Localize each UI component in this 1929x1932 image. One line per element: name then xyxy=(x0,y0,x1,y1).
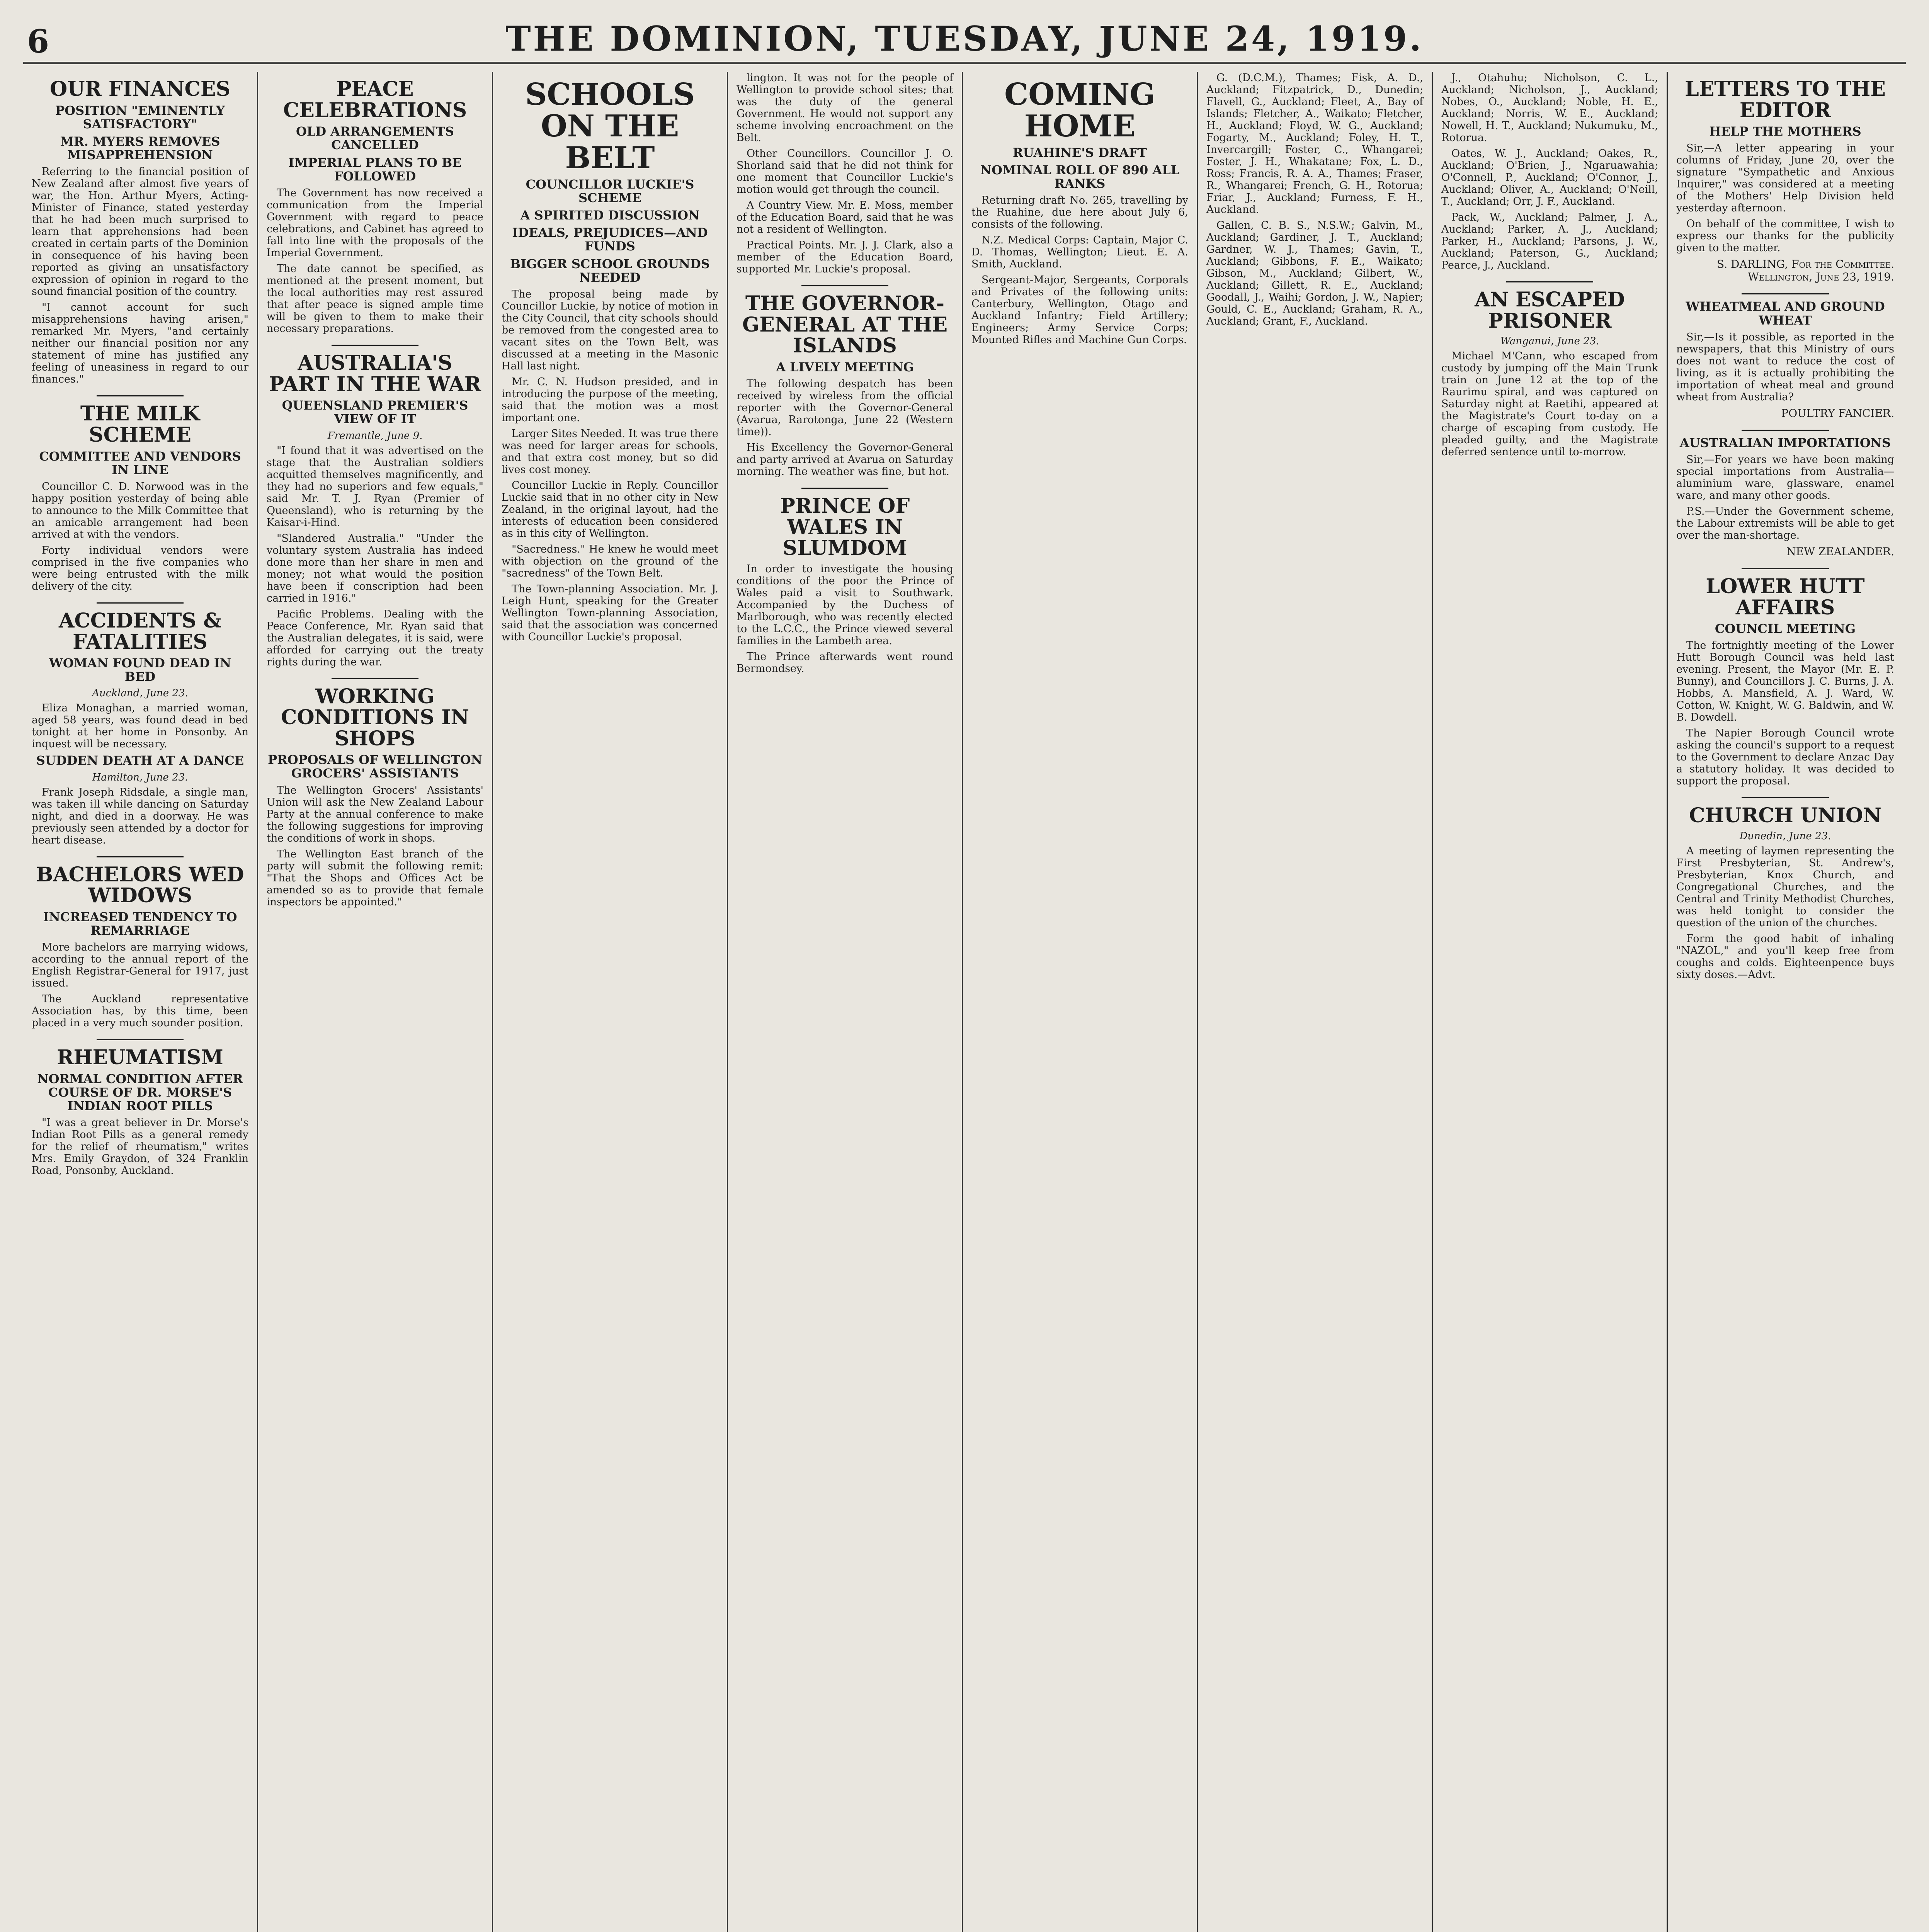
paragraph: A Country View. Mr. E. Moss, member of the Education Board, said that he was not a resident of Wellington. xyxy=(737,199,953,235)
column-7 xyxy=(1433,72,1668,1932)
article-deck: A SPIRITED DISCUSSION xyxy=(520,208,700,223)
masthead xyxy=(23,15,1906,64)
divider xyxy=(801,488,888,489)
paragraph: Michael M'Cann, who escaped from custody by jumping off the Main Trunk train on June 12 at the top of the Raurimu spiral, and was captured on Saturday night at Raetihi, appeared at the Magistrate's Court to-day on a charge of escaping from custody. He pleaded guilty, and the Magistrate deferred sentence until to-morrow. xyxy=(1441,350,1658,458)
divider xyxy=(1742,430,1829,431)
paragraph: Sergeant-Major, Sergeants, Corporals and Privates of the following units: Canterbury, Wellington, Otago and Auckland Infantry; Field Artillery; Engineers; Army Service Corps; Mounted Rifles and Machine Gun Corps. xyxy=(971,274,1188,346)
dateline: Auckland, June 23. xyxy=(92,687,188,699)
paragraph: The proposal being made by Councillor Luckie, by notice of motion in the City Council, that city schools should be removed from the congested area to vacant sites on the Town Belt, was discussed at a meeting in the Masonic Hall last night. xyxy=(502,288,719,372)
article-heading: ACCIDENTS & FATALITIES xyxy=(58,609,221,654)
article-peace-celebrations xyxy=(267,79,483,335)
divider xyxy=(1742,568,1829,569)
divider xyxy=(97,1039,183,1040)
article-heading: WHEATMEAL AND GROUND WHEAT xyxy=(1686,299,1885,328)
column-5 xyxy=(963,72,1198,1932)
paragraph: The following despatch has been received by wireless from the official reporter with the Governor-General (Avarua, Rarotonga, June 22 (Western time)). xyxy=(737,378,953,438)
article-subheading: INCREASED TENDENCY TO REMARRIAGE xyxy=(43,909,237,938)
article-australia-war xyxy=(267,353,483,668)
paragraph: Councillor Luckie in Reply. Councillor Luckie said that in no other city in New Zealand, in the original layout, had the interests of education been considered as in this city of Wellington. xyxy=(502,479,718,539)
divider xyxy=(801,285,888,286)
paragraph: A meeting of laymen representing the First Presbyterian, St. Andrew's, Presbyterian, Knox Church, and Congregational Churches, and the Central and Trinity Methodist Churches, was held tonight to consider the question of the union of the churches. xyxy=(1676,845,1894,929)
paragraph: Other Councillors. Councillor J. O. Shorland said that he did not think for one moment that Councillor Luckie's motion would get through the council. xyxy=(737,148,953,196)
column-2 xyxy=(258,72,493,1932)
article-heading: PRINCE OF WALES IN SLUMDOM xyxy=(780,494,910,560)
article-wheatmeal xyxy=(1676,300,1894,419)
divider xyxy=(97,602,183,604)
article-subheading: PROPOSALS OF WELLINGTON GROCERS' ASSISTANTS xyxy=(268,752,482,781)
article-heading: AN ESCAPED PRISONER xyxy=(1475,288,1625,333)
article-subheading: RUAHINE'S DRAFT xyxy=(1013,145,1147,160)
article-heading: THE GOVERNOR-GENERAL AT THE ISLANDS xyxy=(742,292,948,358)
paragraph: The Wellington Grocers' Assistants' Union will ask the New Zealand Labour Party at the annual conference to make the following suggestions for improving the conditions of work in shops. xyxy=(267,784,483,844)
article-subheading: COUNCILLOR LUCKIE'S SCHEME xyxy=(526,177,694,205)
dateline: Fremantle, June 9. xyxy=(327,430,423,442)
article-coming-home xyxy=(971,79,1188,346)
article-heading: COMING HOME xyxy=(1004,77,1155,144)
article-subheading: COUNCIL MEETING xyxy=(1715,621,1856,636)
paragraph: Councillor C. D. Norwood was in the happy position yesterday of being able to announce to the Milk Committee that an amicable arrangement had been arrived at with the vendors. xyxy=(32,480,248,541)
divider xyxy=(97,395,183,396)
paragraph: Larger Sites Needed. It was true there was need for larger areas for schools, and that extra cost money, but so did lives cost money. xyxy=(502,427,718,476)
divider xyxy=(97,856,183,857)
paragraph: Frank Joseph Ridsdale, a single man, was taken ill while dancing on Saturday night, and died in a doorway. He was previously seen attended by a doctor for heart disease. xyxy=(32,786,248,846)
article-escaped-prisoner xyxy=(1441,289,1658,458)
article-deck: NOMINAL ROLL OF 890 ALL RANKS xyxy=(980,162,1180,191)
divider xyxy=(332,678,418,679)
paragraph: Returning draft No. 265, travelling by the Ruahine, due here about July 6, consists of the following. xyxy=(971,194,1188,231)
article-deck-3: BIGGER SCHOOL GROUNDS NEEDED xyxy=(510,256,710,285)
article-letters xyxy=(1676,79,1894,283)
article-accidents xyxy=(32,611,248,750)
article-lower-hutt xyxy=(1676,576,1894,787)
article-subheading: HELP THE MOTHERS xyxy=(1709,124,1861,139)
article-deck-2: IDEALS, PREJUDICES—AND FUNDS xyxy=(512,225,708,254)
article-church-union xyxy=(1676,805,1894,981)
paragraph: Eliza Monaghan, a married woman, aged 58 years, was found dead in bed tonight at her home in Ponsonby. An inquest will be necessary. xyxy=(32,702,248,750)
article-schools-on-belt xyxy=(502,79,718,643)
article-governor-general xyxy=(737,293,953,478)
letter-signature: NEW ZEALANDER. xyxy=(1786,545,1894,558)
article-subheading: COMMITTEE AND VENDORS IN LINE xyxy=(39,449,241,477)
paragraph: Form the good habit of inhaling "NAZOL," and you'll keep free from coughs and colds. Eighteenpence buys sixty doses.—Advt. xyxy=(1676,932,1894,981)
article-prince-of-wales xyxy=(737,496,953,675)
article-working-conditions xyxy=(267,686,483,908)
article-heading: AUSTRALIA'S PART IN THE WAR xyxy=(269,351,481,396)
article-our-finances xyxy=(32,79,248,385)
paragraph: In order to investigate the housing conditions of the poor the Prince of Wales paid a visit to Southwark. Accompanied by the Duchess of Marlborough, who was recently elected to the L.C.C., the Prince viewed several families in the Lambeth area. xyxy=(737,563,953,647)
article-heading: PEACE CELEBRATIONS xyxy=(283,77,467,122)
divider xyxy=(332,345,418,346)
paragraph: Forty individual vendors were comprised in the five companies who were being entrusted with the milk delivery of the city. xyxy=(32,544,248,592)
article-heading: AUSTRALIAN IMPORTATIONS xyxy=(1679,435,1891,450)
article-subheading: POSITION "EMINENTLY SATISFACTORY" xyxy=(55,103,225,131)
divider xyxy=(1742,293,1829,294)
article-bachelors xyxy=(32,864,248,1029)
divider xyxy=(1742,797,1829,798)
paragraph: Oates, W. J., Auckland; Oakes, R., Auckland; O'Brien, J., Ngaruawahia; O'Connell, P., Auckland; O'Connor, J., Auckland; Oliver, A., Auckland; O'Neill, T., Auckland; Orr, J. F., Auckland. xyxy=(1441,148,1658,207)
article-milk-scheme xyxy=(32,403,248,592)
paragraph: N.Z. Medical Corps: Captain, Major C. D. Thomas, Wellington; Lieut. E. A. Smith, Auckland. xyxy=(971,234,1188,270)
dateline: Hamilton, June 23. xyxy=(92,771,188,783)
article-heading: OUR FINANCES xyxy=(49,77,231,101)
paragraph: lington. It was not for the people of Wellington to provide school sites; that was the duty of the general Government. He would not support any scheme involving encroachment on the Belt. xyxy=(737,72,953,144)
paragraph: The Prince afterwards went round Bermondsey. xyxy=(737,650,953,675)
paragraph: The Napier Borough Council wrote asking the council's support to a request to the Government to declare Anzac Day a statutory holiday. It was decided to support the proposal. xyxy=(1676,727,1894,787)
paragraph: Mr. C. N. Hudson presided, and in introducing the purpose of the meeting, said that the motion was a most important one. xyxy=(502,376,718,424)
paragraph: G. (D.C.M.), Thames; Fisk, A. D., Auckland; Fitzpatrick, D., Dunedin; Flavell, G., Auckland; Fleet, A., Bay of Islands; Fletcher, A., Waikato; Fletcher, H., Auckland; Floyd, W. G., Auckland; Fogarty, M., Auckland; Foley, H. T., Invercargill; Foster, C., Whangarei; Foster, J. H., Whakatane; Fox, L. D., Ross; Francis, R. A. A., Thames; Fraser, R., Whangarei; French, G. H., Rotorua; Friar, J., Auckland; Furness, F. H., Auckland. xyxy=(1206,72,1423,216)
nominal-roll-continued-2 xyxy=(1441,72,1658,271)
masthead-title: THE DOMINION, TUESDAY, JUNE 24, 1919. xyxy=(505,19,1424,59)
article-deck: IMPERIAL PLANS TO BE FOLLOWED xyxy=(288,155,462,184)
paragraph: J., Otahuhu; Nicholson, C. L., Auckland; Nicholson, J., Auckland; Nobes, O., Auckland; Noble, H. E., Auckland; Norris, W. E., Auckland; Nowell, H. T., Auckland; Nukumuku, M., Rotorua. xyxy=(1441,72,1658,144)
article-australian-importations xyxy=(1676,436,1894,558)
article-schools-continued xyxy=(737,72,953,275)
paragraph: P.S.—Under the Government scheme, the Labour extremists will be able to get over the man-shortage. xyxy=(1676,505,1894,541)
paragraph: Pacific Problems. Dealing with the Peace Conference, Mr. Ryan said that the Australian delegates, it is said, were afforded for carrying out the treaty rights during the war. xyxy=(267,608,483,668)
article-subheading: WOMAN FOUND DEAD IN BED xyxy=(49,656,231,684)
letter-signature: S. DARLING, For the Committee. Wellington, June 23, 1919. xyxy=(1717,258,1894,284)
paragraph: More bachelors are marrying widows, according to the annual report of the English Registrar-General for 1917, just issued. xyxy=(32,941,248,990)
page-number: 6 xyxy=(27,23,49,60)
paragraph: On behalf of the committee, I wish to express our thanks for the publicity given to the matter. xyxy=(1676,218,1894,254)
paragraph: The Auckland representative Association has, by this time, been placed in a very much sounder position. xyxy=(32,993,248,1029)
article-deck: MR. MYERS REMOVES MISAPPREHENSION xyxy=(60,134,220,163)
column-6 xyxy=(1198,72,1433,1932)
article-heading: RHEUMATISM xyxy=(57,1046,223,1070)
article-subheading: A LIVELY MEETING xyxy=(776,359,914,374)
paragraph: Pack, W., Auckland; Palmer, J. A., Auckland; Parker, A. J., Auckland; Parker, H., Auckland; Parsons, J. W., Auckland; Paterson, G., Auckland; Pearce, J., Auckland. xyxy=(1441,211,1658,271)
article-heading: WORKING CONDITIONS IN SHOPS xyxy=(281,684,469,750)
paragraph: Practical Points. Mr. J. J. Clark, also a member of the Education Board, supported Mr. Luckie's proposal. xyxy=(737,239,953,275)
article-sudden-death xyxy=(32,754,248,846)
article-subheading: OLD ARRANGEMENTS CANCELLED xyxy=(296,124,454,153)
article-heading: BACHELORS WED WIDOWS xyxy=(36,862,244,908)
column-3 xyxy=(493,72,728,1932)
paragraph: Sir,—A letter appearing in your columns of Friday, June 20, over the signature "Sympathetic and Anxious Inquirer," was considered at a meeting of the Mothers' Help Division held yesterday afternoon. xyxy=(1676,142,1894,214)
paragraph: "I was a great believer in Dr. Morse's Indian Root Pills as a general remedy for the relief of rheumatism," writes Mrs. Emily Graydon, of 324 Franklin Road, Ponsonby, Auckland. xyxy=(32,1117,248,1177)
dateline: Dunedin, June 23. xyxy=(1739,830,1831,842)
column-8 xyxy=(1668,72,1903,1932)
nominal-roll-continued xyxy=(1206,72,1423,327)
paragraph: "I cannot account for such misapprehensions having arisen," remarked Mr. Myers, "and certainly neither our financial position nor any statement of mine has justified any feeling of uneasiness in regard to our finances." xyxy=(32,301,248,386)
paragraph: The date cannot be specified, as mentioned at the present moment, but the local authorities may rest assured that after peace is signed ample time will be given to them to make their necessary preparations. xyxy=(267,262,483,335)
article-heading: LOWER HUTT AFFAIRS xyxy=(1706,574,1865,619)
paragraph: Gallen, C. B. S., N.S.W.; Galvin, M., Auckland; Gardiner, J. T., Auckland; Gardner, W. J., Thames; Gavin, T., Auckland; Gibbons, F. E., Waikato; Gibson, M., Auckland; Gilbert, W., Auckland; Gillett, R. E., Auckland; Goodall, J., Waihi; Gordon, J. W., Napier; Gould, C. E., Auckland; Graham, R. A., Auckland; Grant, F., Auckland. xyxy=(1206,219,1423,327)
paragraph: "Slandered Australia." "Under the voluntary system Australia has indeed done more than her share in men and money; not what would the position have been if conscription had been carried in 1916." xyxy=(267,532,483,604)
paragraph: The fortnightly meeting of the Lower Hutt Borough Council was held last evening. Present, the Mayor (Mr. E. P. Bunny), and Councillors J. C. Burns, J. A. Hobbs, A. Mansfield, A. J. Ward, W. Cotton, W. Knight, W. G. Baldwin, and W. B. Dowdell. xyxy=(1676,639,1894,724)
article-heading: THE MILK SCHEME xyxy=(80,402,200,447)
paragraph: Sir,—For years we have been making special importations from Australia—aluminium ware, glassware, enamel ware, and many other goods. xyxy=(1676,453,1894,502)
paragraph: The Government has now received a communication from the Imperial Government with regard to peace celebrations, and Cabinet has agreed to fall into line with the proposals of the Imperial Government. xyxy=(267,187,483,259)
paragraph: The Wellington East branch of the party will submit the following remit: "That the Shops and Offices Act be amended so as to provide that female inspectors be appointed." xyxy=(267,848,483,908)
divider xyxy=(1506,281,1593,282)
paragraph: His Excellency the Governor-General and party arrived at Avarua on Saturday morning. The weather was fine, but hot. xyxy=(737,441,953,478)
article-heading: LETTERS TO THE EDITOR xyxy=(1685,77,1886,122)
article-subheading: NORMAL CONDITION AFTER COURSE OF DR. MORSE'S INDIAN ROOT PILLS xyxy=(37,1071,243,1114)
article-heading: CHURCH UNION xyxy=(1689,804,1881,828)
letter-signature: POULTRY FANCIER. xyxy=(1781,406,1894,420)
paragraph: Referring to the financial position of New Zealand after almost five years of war, the Hon. Arthur Myers, Acting-Minister of Finance, stated yesterday that he had been much surprised to learn that apprehensions had been created in certain parts of the Dominion in consequence of his having been reported as giving an unsatisfactory expression of opinion in regard to the sound financial position of the country. xyxy=(32,166,248,298)
paragraph: Sir,—Is it possible, as reported in the newspapers, that this Ministry of ours does not want to reduce the cost of living, as it is actually prohibiting the importation of wheat meal and ground wheat from Australia? xyxy=(1676,331,1894,403)
paragraph: "I found that it was advertised on the stage that the Australian soldiers acquitted themselves magnificently, and they had no superiors and few equals," said Mr. T. J. Ryan (Premier of Queensland), who is returning by the Kaisar-i-Hind. xyxy=(267,444,483,529)
article-subheading: QUEENSLAND PREMIER'S VIEW OF IT xyxy=(282,398,468,427)
dateline: Wanganui, June 23. xyxy=(1500,335,1599,347)
article-heading: SUDDEN DEATH AT A DANCE xyxy=(36,753,244,768)
article-rheumatism xyxy=(32,1047,248,1177)
column-4 xyxy=(728,72,963,1932)
article-heading: SCHOOLS ON THE BELT xyxy=(525,77,695,175)
paragraph: "Sacredness." He knew he would meet with objection on the ground of the "sacredness" of the Town Belt. xyxy=(502,543,718,579)
paragraph: The Town-planning Association. Mr. J. Leigh Hunt, speaking for the Greater Wellington Town-planning Association, said that the association was concerned with Councillor Luckie's proposal. xyxy=(502,583,718,643)
column-1 xyxy=(23,72,258,1932)
columns xyxy=(23,72,1906,1932)
